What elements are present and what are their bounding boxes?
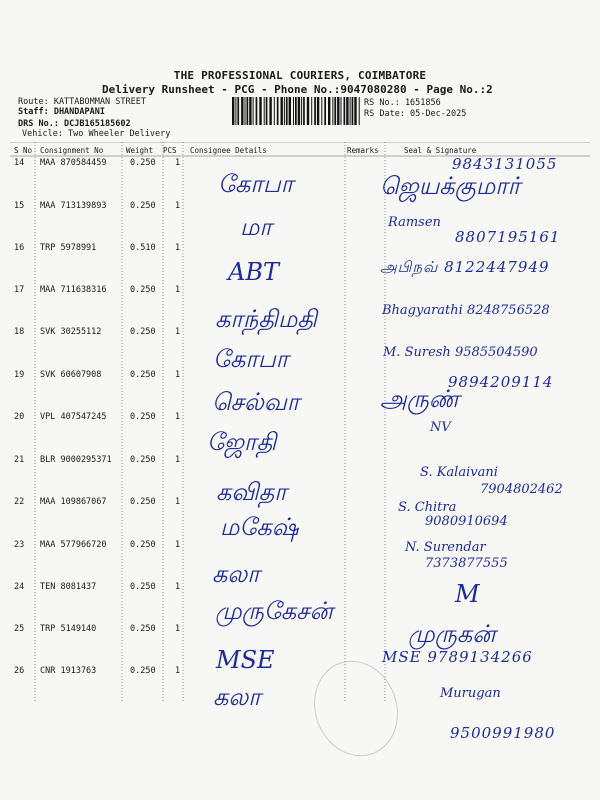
col-consignee: Consignee Details [190, 146, 267, 155]
sno-cell: 23 [14, 540, 25, 550]
drs-number: DRS No.: DCJB165185602 [18, 119, 131, 129]
signature-handwriting: Bhagyarathi 8248756528 [382, 303, 550, 318]
vehicle-label: Vehicle: Two Wheeler Delivery [22, 129, 171, 139]
col-pcs: PCS [163, 146, 177, 155]
pcs-cell: 1 [175, 582, 181, 592]
consignment-cell: MAA 577966720 [40, 540, 107, 550]
consignee-handwriting: ABT [228, 258, 279, 286]
pcs-cell: 1 [175, 412, 181, 422]
sno-cell: 24 [14, 582, 25, 592]
signature-handwriting: MSE 9789134266 [382, 648, 533, 666]
rs-date: RS Date: 05-Dec-2025 [364, 109, 467, 119]
sno-cell: 19 [14, 370, 25, 380]
signature-handwriting: 8807195161 [455, 228, 561, 246]
consignee-handwriting: காந்திமதி [215, 305, 317, 333]
signature-handwriting: 9500991980 [450, 724, 556, 742]
weight-cell: 0.250 [130, 370, 156, 380]
consignee-handwriting: ஜோதி [207, 428, 277, 456]
company-title: THE PROFESSIONAL COURIERS, COIMBATORE [173, 69, 427, 82]
route-label: Route: KATTABOMMAN STREET [18, 97, 146, 107]
consignee-handwriting: கோபா [218, 170, 294, 198]
signature-handwriting: முருகன் [408, 620, 496, 648]
sno-cell: 25 [14, 624, 25, 634]
consignment-cell: VPL 407547245 [40, 412, 107, 422]
signature-handwriting: 9894209114 [448, 373, 554, 391]
weight-cell: 0.250 [130, 285, 156, 295]
weight-cell: 0.250 [130, 158, 156, 168]
staff-label: Staff: DHANDAPANI [18, 107, 105, 117]
consignee-handwriting: மா [240, 213, 272, 241]
consignment-cell: SVK 60607908 [40, 370, 102, 380]
pcs-cell: 1 [175, 285, 181, 295]
col-sno: S No [14, 146, 33, 155]
consignee-handwriting: கோபா [213, 345, 289, 373]
consignment-cell: BLR 9000295371 [40, 455, 112, 465]
sno-cell: 15 [14, 201, 25, 211]
consignee-handwriting: கவிதா [216, 478, 287, 506]
consignment-cell: MAA 713139893 [40, 201, 107, 211]
signature-handwriting: M [455, 580, 480, 608]
col-consignment: Consignment No [40, 146, 104, 155]
pcs-cell: 1 [175, 497, 181, 507]
pcs-cell: 1 [175, 158, 181, 168]
signature-handwriting: N. Surendar [405, 540, 486, 555]
consignment-cell: CNR 1913763 [40, 666, 97, 676]
signature-handwriting: Murugan [440, 686, 501, 701]
consignment-cell: MAA 870584459 [40, 158, 107, 168]
signature-handwriting: அருண் [380, 385, 460, 413]
consignment-cell: MAA 711638316 [40, 285, 107, 295]
sno-cell: 16 [14, 243, 25, 253]
sno-cell: 20 [14, 412, 25, 422]
signature-handwriting: 7373877555 [425, 556, 508, 571]
weight-cell: 0.250 [130, 201, 156, 211]
sno-cell: 17 [14, 285, 25, 295]
consignee-handwriting: முருகேசன் [215, 597, 333, 625]
consignee-handwriting: கலா [213, 683, 261, 711]
consignment-cell: TRP 5149140 [40, 624, 97, 634]
weight-cell: 0.250 [130, 540, 156, 550]
pcs-cell: 1 [175, 540, 181, 550]
col-weight: Weight [126, 146, 154, 155]
pcs-cell: 1 [175, 327, 181, 337]
sno-cell: 18 [14, 327, 25, 337]
consignee-handwriting: கலா [212, 560, 260, 588]
pcs-cell: 1 [175, 370, 181, 380]
consignment-cell: TRP 5978991 [40, 243, 97, 253]
weight-cell: 0.250 [130, 412, 156, 422]
col-remarks: Remarks [347, 146, 379, 155]
consignee-handwriting: MSE [216, 646, 275, 674]
signature-handwriting: 7904802462 [480, 482, 563, 497]
weight-cell: 0.510 [130, 243, 156, 253]
pcs-cell: 1 [175, 666, 181, 676]
signature-handwriting: M. Suresh 9585504590 [383, 345, 538, 360]
weight-cell: 0.250 [130, 666, 156, 676]
sno-cell: 26 [14, 666, 25, 676]
pcs-cell: 1 [175, 201, 181, 211]
runsheet-subtitle: Delivery Runsheet - PCG - Phone No.:9047080280 - Page No.:2 [102, 83, 493, 96]
pcs-cell: 1 [175, 624, 181, 634]
consignment-cell: SVK 30255112 [40, 327, 102, 337]
signature-handwriting: Ramsen [388, 215, 441, 230]
weight-cell: 0.250 [130, 327, 156, 337]
signature-handwriting: S. Kalaivani [420, 465, 498, 480]
consignment-cell: TEN 8081437 [40, 582, 97, 592]
signature-handwriting: அபிநவ் 8122447949 [380, 258, 550, 276]
signature-handwriting: ஜெயக்குமார் [380, 172, 521, 200]
pcs-cell: 1 [175, 455, 181, 465]
sno-cell: 22 [14, 497, 25, 507]
signature-handwriting: NV [430, 420, 451, 435]
weight-cell: 0.250 [130, 624, 156, 634]
signature-handwriting: 9080910694 [425, 514, 508, 529]
consignment-cell: MAA 109867067 [40, 497, 107, 507]
weight-cell: 0.250 [130, 455, 156, 465]
signature-handwriting: S. Chitra [398, 500, 457, 515]
signature-handwriting: 9843131055 [452, 155, 558, 173]
col-seal-signature: Seal & Signature [404, 146, 477, 155]
sno-cell: 14 [14, 158, 25, 168]
consignee-handwriting: மகேஷ் [220, 513, 299, 541]
weight-cell: 0.250 [130, 582, 156, 592]
sno-cell: 21 [14, 455, 25, 465]
barcode [232, 97, 362, 125]
weight-cell: 0.250 [130, 497, 156, 507]
rs-number: RS No.: 1651856 [364, 98, 441, 108]
pcs-cell: 1 [175, 243, 181, 253]
consignee-handwriting: செல்வா [212, 388, 300, 416]
